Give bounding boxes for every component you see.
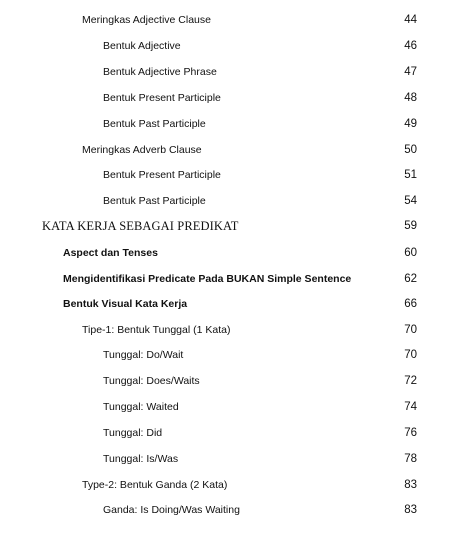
toc-entry-page: 70 <box>404 324 417 336</box>
toc-entry-page: 47 <box>404 66 417 78</box>
toc-entry-label: Bentuk Past Participle <box>103 118 206 130</box>
toc-entry-label: Bentuk Present Participle <box>103 169 221 181</box>
toc-entry-label: Mengidentifikasi Predicate Pada BUKAN Simple Sentence <box>63 273 352 285</box>
toc-entry-label: Bentuk Visual Kata Kerja <box>63 298 188 310</box>
toc-entry-label: Ganda: Is Doing/Was Waiting <box>103 504 240 516</box>
toc-entry-label: Tunggal: Waited <box>103 401 179 413</box>
toc-entry-page: 60 <box>404 247 417 259</box>
toc-entry-label: Bentuk Adjective <box>103 40 181 52</box>
toc-entry[interactable] <box>0 11 461 29</box>
toc-entry[interactable] <box>0 89 461 107</box>
toc-entry-page: 72 <box>404 375 417 387</box>
toc-entry[interactable] <box>0 398 461 416</box>
toc-entry-page: 66 <box>404 298 417 310</box>
toc-entry-page: 62 <box>404 273 417 285</box>
toc-entry-label: Tunggal: Did <box>103 427 163 439</box>
toc-entry-page: 70 <box>404 349 417 361</box>
toc-entry-label: Meringkas Adjective Clause <box>82 14 211 26</box>
toc-entry-label: Meringkas Adverb Clause <box>82 144 202 156</box>
toc-entry-label: Tunggal: Does/Waits <box>103 375 200 387</box>
toc-entry[interactable] <box>0 244 461 262</box>
toc-entry-page: 50 <box>404 144 417 156</box>
toc-entry[interactable] <box>0 192 461 210</box>
toc-entry[interactable] <box>0 501 461 519</box>
toc-entry[interactable] <box>0 295 461 313</box>
toc-entry-label: Bentuk Past Participle <box>103 195 206 207</box>
toc-entry[interactable] <box>0 270 461 288</box>
toc-entry-page: 48 <box>404 92 417 104</box>
toc-entry-page: 54 <box>404 195 417 207</box>
toc-entry-page: 59 <box>404 220 417 232</box>
toc-entry[interactable] <box>0 115 461 133</box>
toc-entry-label: Type-2: Bentuk Ganda (2 Kata) <box>82 479 228 491</box>
toc-entry[interactable] <box>0 372 461 390</box>
toc-chapter-entry[interactable] <box>0 217 461 235</box>
toc-entry[interactable] <box>0 346 461 364</box>
toc-entry-page: 49 <box>404 118 417 130</box>
toc-entry-page: 44 <box>404 14 417 26</box>
toc-entry[interactable] <box>0 450 461 468</box>
toc-entry-label: Tunggal: Is/Was <box>103 453 179 465</box>
toc-entry-page: 51 <box>404 169 417 181</box>
toc-entry-page: 78 <box>404 453 417 465</box>
toc-entry-label: Bentuk Adjective Phrase <box>103 66 217 78</box>
toc-entry[interactable] <box>0 166 461 184</box>
toc-chapter-title: KATA KERJA SEBAGAI PREDIKAT <box>42 219 239 233</box>
toc-entry-page: 83 <box>404 504 417 516</box>
toc-entry[interactable] <box>0 141 461 159</box>
toc-entry[interactable] <box>0 476 461 494</box>
toc-entry-page: 46 <box>404 40 417 52</box>
toc-entry[interactable] <box>0 424 461 442</box>
toc-entry-page: 83 <box>404 479 417 491</box>
toc-entry[interactable] <box>0 321 461 339</box>
toc-entry-label: Tipe-1: Bentuk Tunggal (1 Kata) <box>82 324 231 336</box>
toc-entry[interactable] <box>0 63 461 81</box>
toc-entry-page: 74 <box>404 401 417 413</box>
toc-entry-label: Aspect dan Tenses <box>63 247 158 259</box>
toc-entry[interactable] <box>0 37 461 55</box>
toc-entry-label: Tunggal: Do/Wait <box>103 349 184 361</box>
toc-entry-label: Bentuk Present Participle <box>103 92 221 104</box>
toc-entry-page: 76 <box>404 427 417 439</box>
